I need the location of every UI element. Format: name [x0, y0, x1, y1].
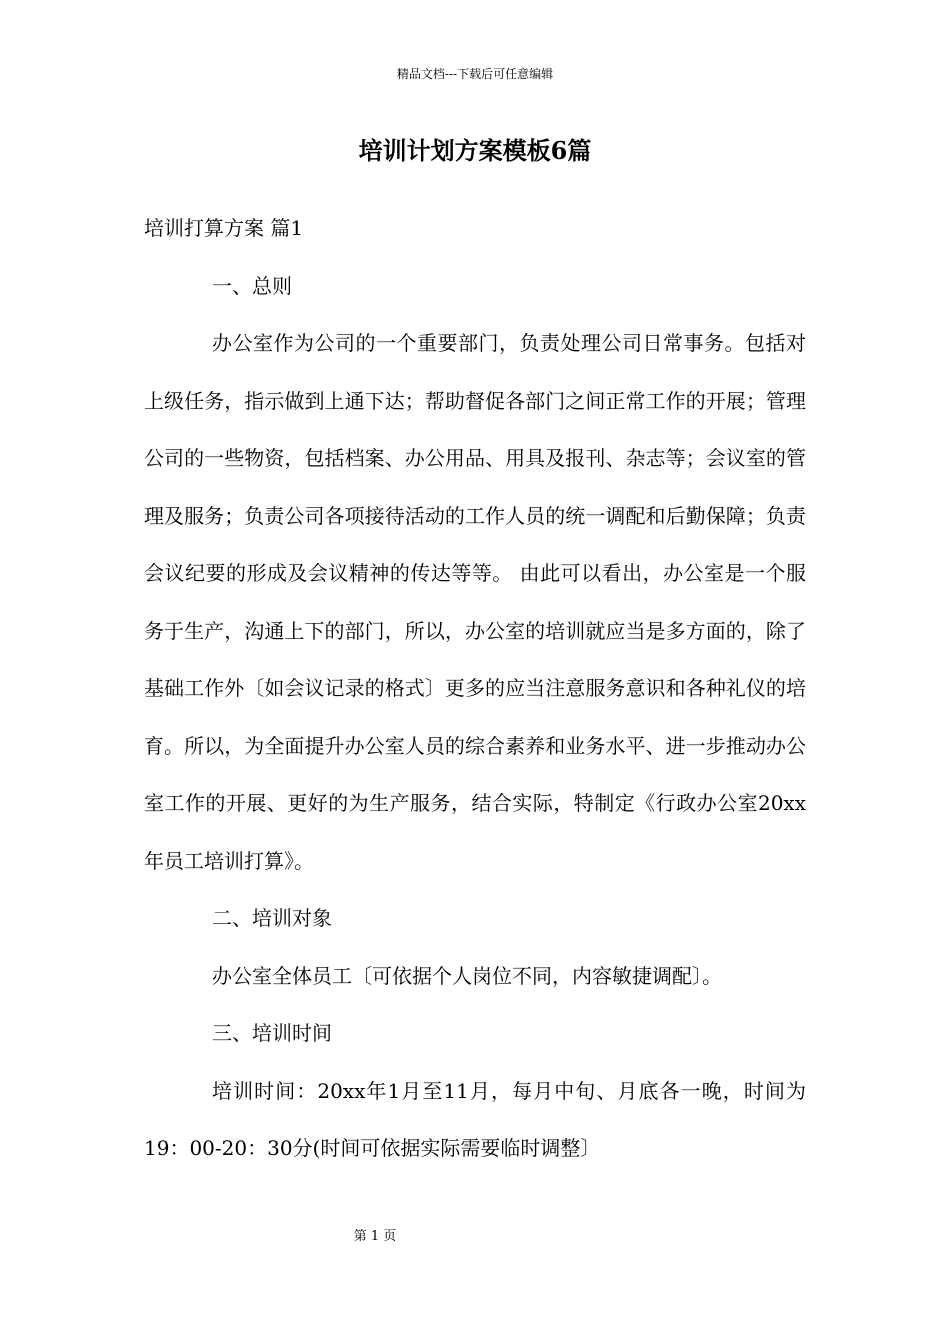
page-header: 精品文档---下载后可任意编辑 [396, 67, 554, 81]
document-subtitle: 培训打算方案 篇1 [144, 216, 304, 240]
document-body [144, 200, 806, 1178]
section-heading-time: 三、培训时间 [212, 1021, 332, 1045]
section-body-general: 办公室作为公司的一个重要部门，负责处理公司日常事务。包括对上级任务，指示做到上通下达；帮助督促各部门之间正常工作的开展；管理公司的一些物资，包括档案、办公用品、用具及报刊、杂志等；会议室的管理及服务；负责公司各项接待活动的工作人员的统一调配和后勤保障；负责会议纪要的形成及会议精神的传达等等。 由此可以看出，办公室是一个服务于生产，沟通上下的部门，所以，办公室的培训就应当是多方面的，除了基础工作外〔如会议记录的格式〕更多的应当注意服务意识和各种礼仪的培育。所以，为全面提升办公室人员的综合素养和业务水平、进一步推动办公室工作的开展、更好的为生产服务，结合实际，特制定《行政办公室20xx年员工培训打算》。 [144, 331, 806, 873]
document-title: 培训计划方案模板6篇 [358, 136, 592, 165]
page-number: 第 1 页 [353, 1229, 397, 1244]
section-body-time: 培训时间：20xx年1月至11月，每月中旬、月底各一晚，时间为19：00-20：30分(时间可依据实际需要临时调整〕 [144, 1078, 806, 1160]
section-heading-general: 一、总则 [212, 273, 292, 298]
section-heading-target: 二、培训对象 [212, 906, 332, 930]
section-body-target: 办公室全体员工〔可依据个人岗位不同，内容敏捷调配〕。 [212, 963, 722, 988]
